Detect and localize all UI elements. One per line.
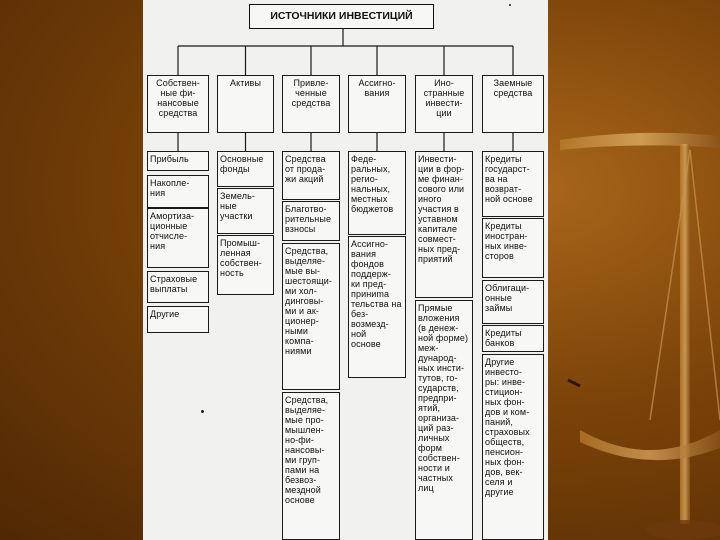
speck bbox=[509, 4, 511, 6]
source-item: Благотво- рительные взносы bbox=[282, 201, 340, 241]
source-item: Промыш- ленная собствен- ность bbox=[217, 235, 274, 295]
source-item: Ассигно- вания фондов поддерж- ки пред- приниma тельства на без- возмезд- ной основе bbox=[348, 236, 406, 378]
source-item: Облигаци- онные займы bbox=[482, 280, 544, 324]
source-item: Амортиза- ционные отчисле- ния bbox=[147, 208, 209, 268]
source-item: Средства, выделяе- мые вы- шестоящи- ми хол- динговы- ми и ак- ционер- ными компа- ниями bbox=[282, 243, 340, 390]
document-page bbox=[143, 0, 548, 540]
category-box: Ино- странные инвести- ции bbox=[415, 75, 473, 133]
source-item: Другие bbox=[147, 306, 209, 333]
category-box: Привле- ченные средства bbox=[282, 75, 340, 133]
category-box: Активы bbox=[217, 75, 274, 133]
source-item: Кредиты банков bbox=[482, 325, 544, 352]
category-box: Ассигно- вания bbox=[348, 75, 406, 133]
speck bbox=[201, 410, 204, 413]
source-item: Инвести- ции в фор- ме финан- сового или иного участия в уставном капитале совмест- ных пред- приятий bbox=[415, 151, 473, 298]
category-box: Заемные средства bbox=[482, 75, 544, 133]
source-item: Основные фонды bbox=[217, 151, 274, 187]
source-item: Страховые выплаты bbox=[147, 271, 209, 303]
source-item: Кредиты иностран- ных инве- сторов bbox=[482, 218, 544, 278]
category-box: Собствен- ные фи- нансовые средства bbox=[147, 75, 209, 133]
source-item: Накопле- ния bbox=[147, 175, 209, 208]
source-item: Земель- ные участки bbox=[217, 188, 274, 234]
diagram-title: ИСТОЧНИКИ ИНВЕСТИЦИЙ bbox=[249, 4, 434, 29]
source-item: Другие инвесто- ры: инве- стицион- ных фон- дов и ком- паний, страховых обществ, пенсион- ных фон- дов, век- селя и другие bbox=[482, 354, 544, 540]
source-item: Средства от прода- жи акций bbox=[282, 151, 340, 200]
scales-image bbox=[540, 130, 720, 540]
source-item: Феде- ральных, регио- нальных, местных бюджетов bbox=[348, 151, 406, 235]
source-item: Прямые вложения (в денеж- ной форме) меж- дународ- ных инсти- тутов, го- сударств, предпри- ятий, организа- ций раз- личных форм собствен- ности и частных лиц bbox=[415, 300, 473, 540]
source-item: Кредиты государст- ва на возврат- ной основе bbox=[482, 151, 544, 217]
source-item: Средства, выделяе- мые про- мышлен- но-фи- нансовы- ми груп- пами на безвоз- мездной основе bbox=[282, 392, 340, 540]
source-item: Прибыль bbox=[147, 151, 209, 171]
